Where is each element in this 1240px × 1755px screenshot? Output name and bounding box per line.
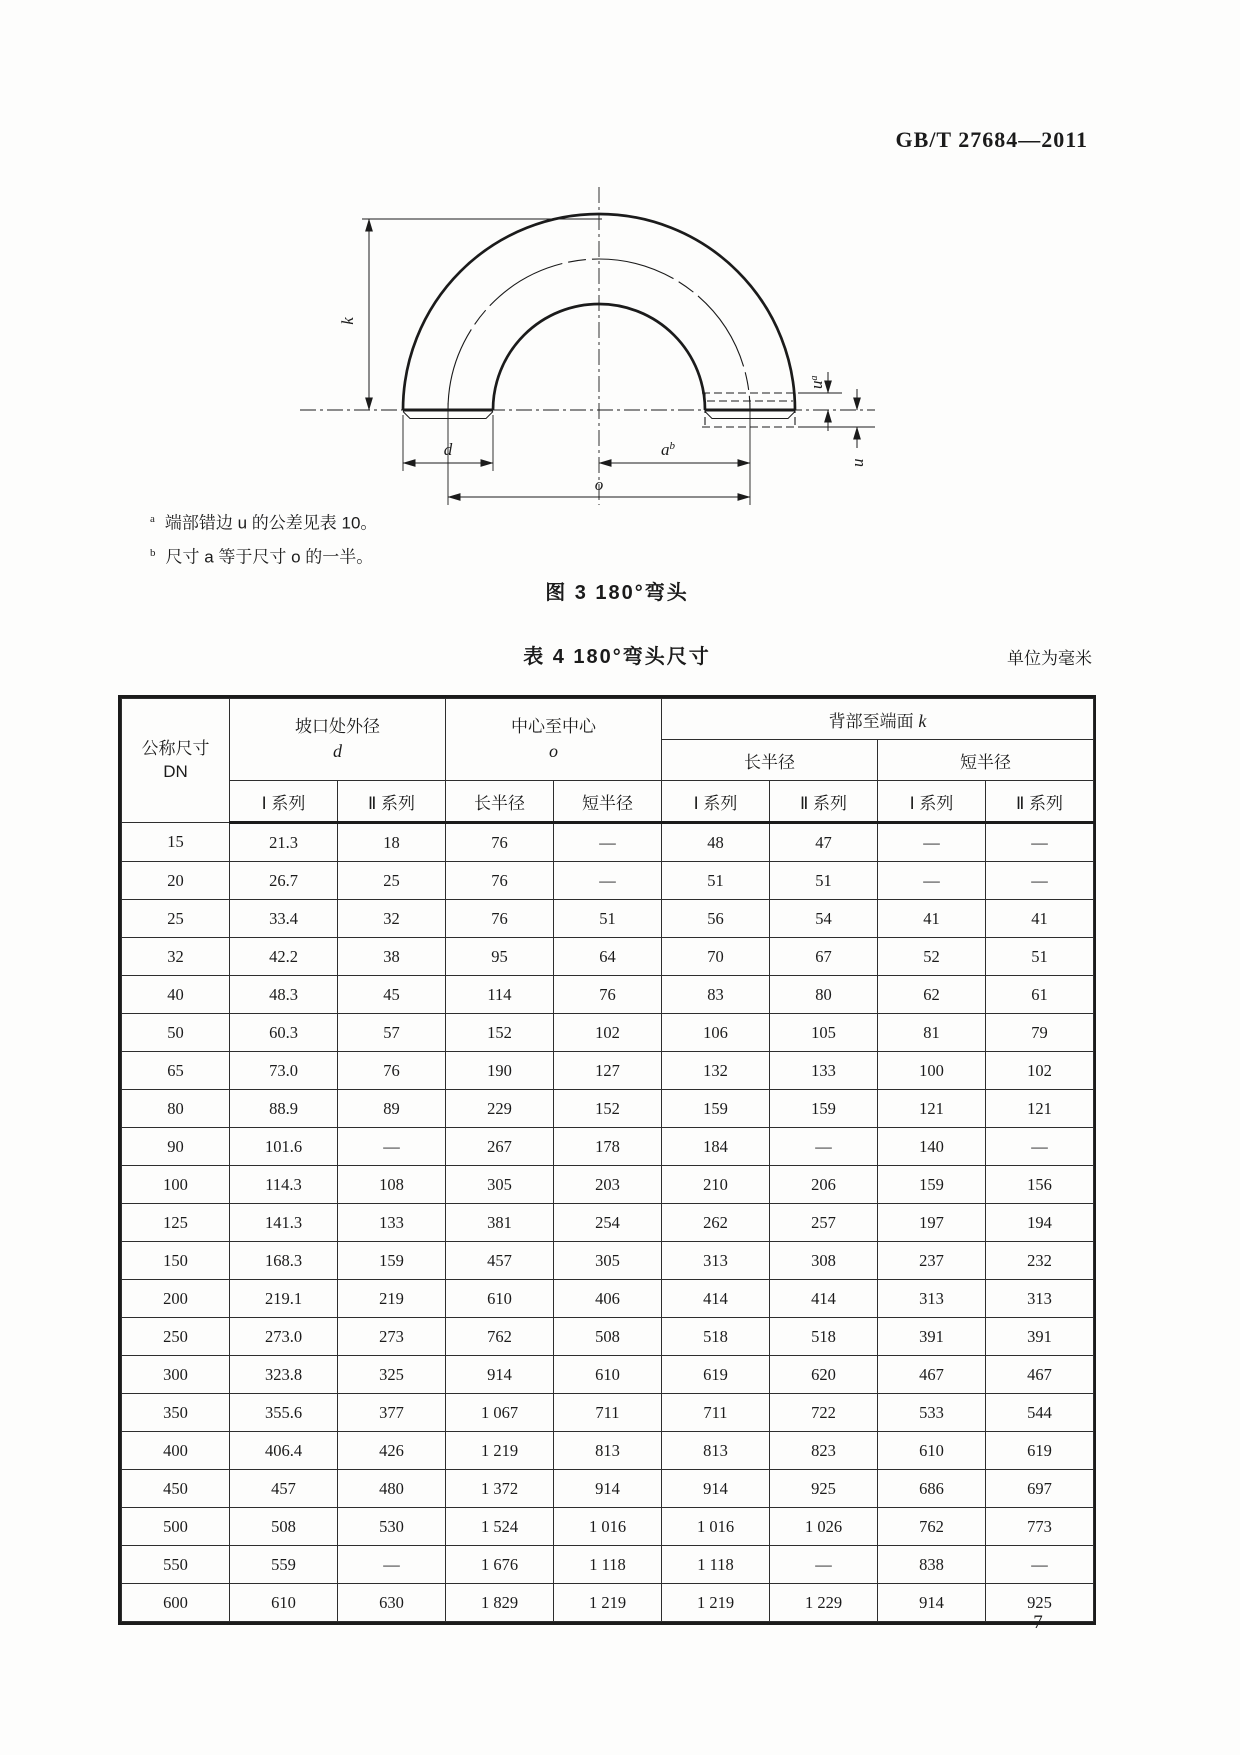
value-cell: 406.4 <box>230 1432 338 1470</box>
table-body <box>122 823 1094 1622</box>
value-cell: 325 <box>338 1356 446 1394</box>
value-cell: 81 <box>878 1014 986 1052</box>
value-cell: 925 <box>770 1470 878 1508</box>
dn-cell: 20 <box>122 862 230 900</box>
value-cell: 1 229 <box>770 1584 878 1622</box>
subheader-series: Ⅰ 系列 <box>230 781 338 823</box>
value-cell: 114 <box>446 976 554 1014</box>
footnote-a-text: 端部错边 u 的公差见表 10。 <box>164 513 378 533</box>
value-cell: 57 <box>338 1014 446 1052</box>
table-row <box>122 1432 1094 1470</box>
table-row <box>122 976 1094 1014</box>
value-cell: 1 372 <box>446 1470 554 1508</box>
value-cell: 323.8 <box>230 1356 338 1394</box>
dn-cell: 100 <box>122 1166 230 1204</box>
value-cell: 711 <box>662 1394 770 1432</box>
dimension-table <box>121 698 1094 1622</box>
value-cell: 313 <box>986 1280 1094 1318</box>
value-cell: 219.1 <box>230 1280 338 1318</box>
value-cell: — <box>770 1546 878 1584</box>
dn-cell: 80 <box>122 1090 230 1128</box>
elbow-diagram <box>250 175 910 510</box>
value-cell: 159 <box>878 1166 986 1204</box>
value-cell: 480 <box>338 1470 446 1508</box>
page-number: 7 <box>1033 1612 1043 1633</box>
dn-cell: 250 <box>122 1318 230 1356</box>
value-cell: 838 <box>878 1546 986 1584</box>
value-cell: 127 <box>554 1052 662 1090</box>
value-cell: — <box>986 862 1094 900</box>
value-cell: 51 <box>662 862 770 900</box>
value-cell: 184 <box>662 1128 770 1166</box>
value-cell: 1 016 <box>554 1508 662 1546</box>
value-cell: 467 <box>878 1356 986 1394</box>
value-cell: 305 <box>446 1166 554 1204</box>
value-cell: 33.4 <box>230 900 338 938</box>
value-cell: 457 <box>446 1242 554 1280</box>
value-cell: 1 676 <box>446 1546 554 1584</box>
value-cell: 194 <box>986 1204 1094 1242</box>
table-row <box>122 1394 1094 1432</box>
table-row <box>122 1280 1094 1318</box>
value-cell: 267 <box>446 1128 554 1166</box>
value-cell: 132 <box>662 1052 770 1090</box>
footnote-b <box>150 540 850 566</box>
value-cell: 80 <box>770 976 878 1014</box>
header-o-group-label: 中心至中心 <box>511 716 596 736</box>
value-cell: 377 <box>338 1394 446 1432</box>
footnote-a <box>150 506 850 532</box>
value-cell: 190 <box>446 1052 554 1090</box>
value-cell: 95 <box>446 938 554 976</box>
value-cell: 232 <box>986 1242 1094 1280</box>
value-cell: 610 <box>230 1584 338 1622</box>
table-row <box>122 1128 1094 1166</box>
value-cell: 1 016 <box>662 1508 770 1546</box>
value-cell: 76 <box>446 823 554 862</box>
value-cell: 273 <box>338 1318 446 1356</box>
standard-number: GB/T 27684—2011 <box>895 127 1088 152</box>
value-cell: 121 <box>878 1090 986 1128</box>
table-caption: 表 4 180°弯头尺寸 <box>523 646 711 668</box>
value-cell: 414 <box>770 1280 878 1318</box>
value-cell: — <box>986 1546 1094 1584</box>
value-cell: 467 <box>986 1356 1094 1394</box>
table-row <box>122 1166 1094 1204</box>
value-cell: 51 <box>554 900 662 938</box>
value-cell: 518 <box>770 1318 878 1356</box>
dn-cell: 50 <box>122 1014 230 1052</box>
value-cell: 1 219 <box>446 1432 554 1470</box>
value-cell: — <box>986 823 1094 862</box>
value-cell: 762 <box>878 1508 986 1546</box>
value-cell: 273.0 <box>230 1318 338 1356</box>
value-cell: 313 <box>662 1242 770 1280</box>
value-cell: 100 <box>878 1052 986 1090</box>
value-cell: 686 <box>878 1470 986 1508</box>
value-cell: 156 <box>986 1166 1094 1204</box>
value-cell: 559 <box>230 1546 338 1584</box>
value-cell: 697 <box>986 1470 1094 1508</box>
value-cell: 159 <box>338 1242 446 1280</box>
value-cell: 254 <box>554 1204 662 1242</box>
value-cell: — <box>878 823 986 862</box>
value-cell: 26.7 <box>230 862 338 900</box>
value-cell: 18 <box>338 823 446 862</box>
value-cell: 159 <box>770 1090 878 1128</box>
subheader-series: Ⅱ 系列 <box>770 781 878 823</box>
dn-cell: 350 <box>122 1394 230 1432</box>
table-row <box>122 862 1094 900</box>
value-cell: 620 <box>770 1356 878 1394</box>
value-cell: 426 <box>338 1432 446 1470</box>
value-cell: 711 <box>554 1394 662 1432</box>
value-cell: 823 <box>770 1432 878 1470</box>
value-cell: 51 <box>986 938 1094 976</box>
value-cell: 152 <box>554 1090 662 1128</box>
value-cell: 619 <box>986 1432 1094 1470</box>
figure-caption: 图 3 180°弯头 <box>545 582 689 604</box>
header-o-symbol: o <box>549 740 558 761</box>
subheader-series: 长半径 <box>446 781 554 823</box>
value-cell: 1 118 <box>554 1546 662 1584</box>
header-d-group <box>230 699 446 781</box>
value-cell: 203 <box>554 1166 662 1204</box>
header-k-group <box>662 699 1094 740</box>
value-cell: 914 <box>878 1584 986 1622</box>
dn-cell: 500 <box>122 1508 230 1546</box>
value-cell: 64 <box>554 938 662 976</box>
value-cell: 414 <box>662 1280 770 1318</box>
value-cell: 1 524 <box>446 1508 554 1546</box>
value-cell: 610 <box>554 1356 662 1394</box>
value-cell: 88.9 <box>230 1090 338 1128</box>
value-cell: 133 <box>338 1204 446 1242</box>
value-cell: 41 <box>878 900 986 938</box>
table-row <box>122 823 1094 862</box>
table-row <box>122 1508 1094 1546</box>
value-cell: 67 <box>770 938 878 976</box>
table-row <box>122 1242 1094 1280</box>
value-cell: 1 026 <box>770 1508 878 1546</box>
table-row <box>122 1090 1094 1128</box>
value-cell: 42.2 <box>230 938 338 976</box>
value-cell: 1 829 <box>446 1584 554 1622</box>
value-cell: 159 <box>662 1090 770 1128</box>
value-cell: 152 <box>446 1014 554 1052</box>
table-row <box>122 1546 1094 1584</box>
footnote-a-marker: a <box>150 513 155 525</box>
header-d-group-label: 坡口处外径 <box>295 716 380 736</box>
value-cell: 262 <box>662 1204 770 1242</box>
value-cell: 61 <box>986 976 1094 1014</box>
value-cell: 21.3 <box>230 823 338 862</box>
value-cell: 32 <box>338 900 446 938</box>
value-cell: 308 <box>770 1242 878 1280</box>
value-cell: 914 <box>446 1356 554 1394</box>
header-k-group-label: 背部至端面 <box>828 711 914 731</box>
value-cell: 76 <box>446 862 554 900</box>
value-cell: 237 <box>878 1242 986 1280</box>
value-cell: 76 <box>554 976 662 1014</box>
value-cell: 114.3 <box>230 1166 338 1204</box>
dn-cell: 25 <box>122 900 230 938</box>
value-cell: 101.6 <box>230 1128 338 1166</box>
dn-cell: 65 <box>122 1052 230 1090</box>
value-cell: 313 <box>878 1280 986 1318</box>
header-long-radius: 长半径 <box>662 740 878 781</box>
subheader-series: 短半径 <box>554 781 662 823</box>
value-cell: — <box>770 1128 878 1166</box>
value-cell: 79 <box>986 1014 1094 1052</box>
value-cell: 108 <box>338 1166 446 1204</box>
table-header <box>122 699 1094 823</box>
value-cell: 518 <box>662 1318 770 1356</box>
value-cell: 133 <box>770 1052 878 1090</box>
value-cell: 610 <box>446 1280 554 1318</box>
dim-u-upper-label: $u^a$ <box>807 375 826 389</box>
extension-lines <box>362 219 875 505</box>
value-cell: 722 <box>770 1394 878 1432</box>
value-cell: 355.6 <box>230 1394 338 1432</box>
dim-o-label: o <box>594 475 604 494</box>
subheader-series: Ⅰ 系列 <box>662 781 770 823</box>
value-cell: 610 <box>878 1432 986 1470</box>
value-cell: 229 <box>446 1090 554 1128</box>
dn-cell: 400 <box>122 1432 230 1470</box>
value-cell: 105 <box>770 1014 878 1052</box>
dn-cell: 300 <box>122 1356 230 1394</box>
value-cell: 925 <box>986 1584 1094 1622</box>
value-cell: 914 <box>554 1470 662 1508</box>
header-d-symbol: d <box>333 740 342 761</box>
value-cell: 381 <box>446 1204 554 1242</box>
value-cell: 197 <box>878 1204 986 1242</box>
header-dn-line1: 公称尺寸 <box>141 738 210 758</box>
value-cell: 76 <box>338 1052 446 1090</box>
value-cell: 1 067 <box>446 1394 554 1432</box>
table-row <box>122 1470 1094 1508</box>
table-row <box>122 900 1094 938</box>
value-cell: 83 <box>662 976 770 1014</box>
value-cell: — <box>338 1546 446 1584</box>
table-row <box>122 1014 1094 1052</box>
value-cell: 1 219 <box>554 1584 662 1622</box>
subheader-series: Ⅰ 系列 <box>878 781 986 823</box>
value-cell: 41 <box>986 900 1094 938</box>
value-cell: 121 <box>986 1090 1094 1128</box>
value-cell: 141.3 <box>230 1204 338 1242</box>
value-cell: 48 <box>662 823 770 862</box>
value-cell: 25 <box>338 862 446 900</box>
value-cell: 60.3 <box>230 1014 338 1052</box>
header-dn-line2: DN <box>163 761 188 781</box>
dn-cell: 450 <box>122 1470 230 1508</box>
dn-cell: 600 <box>122 1584 230 1622</box>
value-cell: 89 <box>338 1090 446 1128</box>
value-cell: 630 <box>338 1584 446 1622</box>
table-row <box>122 1356 1094 1394</box>
value-cell: 914 <box>662 1470 770 1508</box>
table-row <box>122 1052 1094 1090</box>
value-cell: 813 <box>662 1432 770 1470</box>
dn-cell: 15 <box>122 823 230 862</box>
header-dn <box>122 699 230 823</box>
value-cell: 56 <box>662 900 770 938</box>
value-cell: 168.3 <box>230 1242 338 1280</box>
value-cell: 62 <box>878 976 986 1014</box>
dn-cell: 32 <box>122 938 230 976</box>
dim-d-label: d <box>443 440 453 459</box>
unit-note: 单位为毫米 <box>1007 649 1092 668</box>
value-cell: 619 <box>662 1356 770 1394</box>
value-cell: 51 <box>770 862 878 900</box>
value-cell: 391 <box>878 1318 986 1356</box>
value-cell: 530 <box>338 1508 446 1546</box>
table-row <box>122 1204 1094 1242</box>
header-o-group <box>446 699 662 781</box>
subheader-series: Ⅱ 系列 <box>986 781 1094 823</box>
value-cell: 102 <box>554 1014 662 1052</box>
dn-cell: 90 <box>122 1128 230 1166</box>
value-cell: 76 <box>446 900 554 938</box>
table-row <box>122 1318 1094 1356</box>
subheader-series: Ⅱ 系列 <box>338 781 446 823</box>
value-cell: 70 <box>662 938 770 976</box>
value-cell: — <box>554 823 662 862</box>
value-cell: 305 <box>554 1242 662 1280</box>
dn-cell: 550 <box>122 1546 230 1584</box>
dn-cell: 150 <box>122 1242 230 1280</box>
dimension-table-wrap <box>118 695 1096 1625</box>
value-cell: 391 <box>986 1318 1094 1356</box>
value-cell: — <box>338 1128 446 1166</box>
footnote-b-marker: b <box>150 547 156 559</box>
value-cell: 1 219 <box>662 1584 770 1622</box>
value-cell: 140 <box>878 1128 986 1166</box>
footnote-b-text: 尺寸 a 等于尺寸 o 的一半。 <box>165 547 374 567</box>
value-cell: 210 <box>662 1166 770 1204</box>
dim-u-lower-label: u <box>848 458 867 467</box>
table-row <box>122 938 1094 976</box>
value-cell: — <box>878 862 986 900</box>
value-cell: 206 <box>770 1166 878 1204</box>
dn-cell: 200 <box>122 1280 230 1318</box>
table-row <box>122 1584 1094 1622</box>
value-cell: 38 <box>338 938 446 976</box>
value-cell: 48.3 <box>230 976 338 1014</box>
value-cell: 533 <box>878 1394 986 1432</box>
value-cell: 178 <box>554 1128 662 1166</box>
dim-k-label: k <box>338 317 357 325</box>
value-cell: 406 <box>554 1280 662 1318</box>
value-cell: 762 <box>446 1318 554 1356</box>
dim-a-label: $a^b$ <box>661 440 675 459</box>
value-cell: 52 <box>878 938 986 976</box>
value-cell: 813 <box>554 1432 662 1470</box>
value-cell: 73.0 <box>230 1052 338 1090</box>
value-cell: 1 118 <box>662 1546 770 1584</box>
value-cell: 508 <box>230 1508 338 1546</box>
value-cell: — <box>554 862 662 900</box>
value-cell: 54 <box>770 900 878 938</box>
value-cell: 106 <box>662 1014 770 1052</box>
value-cell: 508 <box>554 1318 662 1356</box>
value-cell: 47 <box>770 823 878 862</box>
value-cell: 457 <box>230 1470 338 1508</box>
header-k-symbol: k <box>918 710 927 731</box>
value-cell: — <box>986 1128 1094 1166</box>
value-cell: 102 <box>986 1052 1094 1090</box>
value-cell: 257 <box>770 1204 878 1242</box>
dn-cell: 125 <box>122 1204 230 1242</box>
value-cell: 219 <box>338 1280 446 1318</box>
value-cell: 544 <box>986 1394 1094 1432</box>
header-short-radius: 短半径 <box>878 740 1094 781</box>
value-cell: 45 <box>338 976 446 1014</box>
dn-cell: 40 <box>122 976 230 1014</box>
value-cell: 773 <box>986 1508 1094 1546</box>
